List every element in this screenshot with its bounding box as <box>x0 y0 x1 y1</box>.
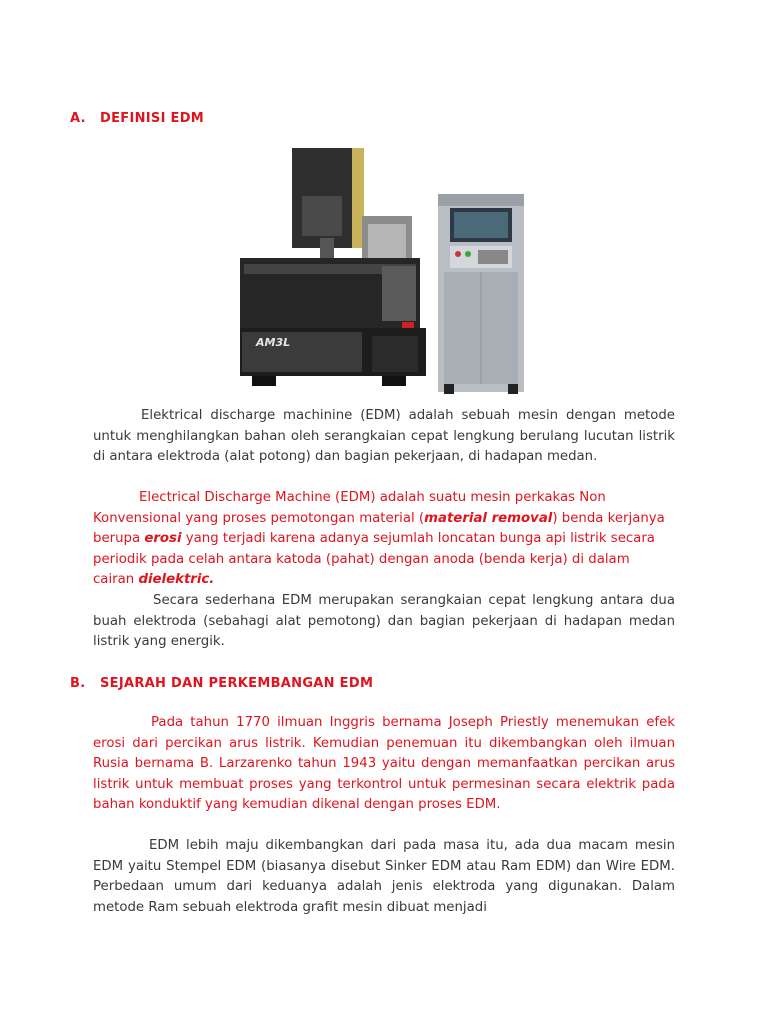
section-b-paragraph-2-text: EDM lebih maju dikembangkan dari pada masa itu, ada dua macam mesin EDM yaitu Stempel EDM (biasanya disebut Sinker EDM atau Ram EDM) dan Wire EDM. Perbedaan umum dari keduanya adalah jenis elektroda yang digunakan. Dalam metode Ram sebuah elektroda grafit mesin dibuat menjadi <box>93 838 675 915</box>
section-a-paragraph-3-text: Secara sederhana EDM merupakan serangkaian cepat lengkung antara dua buah elektroda (sebahagi alat pemotong) dan bagian pekerjaan di hadapan medan listrik yang energik. <box>93 593 675 649</box>
section-a-paragraph-2 <box>93 488 675 591</box>
para2-text-c: yang terjadi karena adanya sejumlah loncatan bunga api listrik secara periodik pada celah antara katoda (pahat) dengan anoda (benda kerja) di dalam cairan <box>93 531 655 587</box>
para2-emphasis-erosi: erosi <box>144 531 182 546</box>
section-b-number: B. <box>70 676 86 691</box>
section-a-paragraph-1-text: Elektrical discharge machinine (EDM) adalah sebuah mesin dengan metode untuk menghilangkan bahan oleh serangkaian cepat lengkung berulang lucutan listrik di antara elektroda (alat potong) dan bagian pekerjaan, di hadapan medan. <box>93 408 675 464</box>
section-b-paragraph-1 <box>93 713 675 816</box>
section-a-heading <box>70 111 204 126</box>
section-b-paragraph-1-text: Pada tahun 1770 ilmuan Inggris bernama Joseph Priestly menemukan efek erosi dari percikan arus listrik. Kemudian penemuan itu dikembangkan oleh ilmuan Rusia bernama B. Larzarenko tahun 1943 yaitu dengan memanfaatkan percikan arus listrik untuk membuat proses yang terkontrol untuk permesinan secara elektrik pada bahan konduktif yang kemudian dikenal dengan proses EDM. <box>93 715 675 812</box>
edm-machine-image <box>232 146 532 402</box>
para2-text-b: ) benda kerjanya berupa <box>93 510 665 546</box>
section-a-number: A. <box>70 111 86 126</box>
section-a-paragraph-1 <box>93 406 675 468</box>
para2-text-a: Electrical Discharge Machine (EDM) adalah suatu mesin perkakas Non Konvensional yang proses pemotongan material ( <box>93 490 606 526</box>
section-b-heading <box>70 676 373 691</box>
section-b-paragraph-2 <box>93 836 675 918</box>
machine-label: AM3L <box>256 336 291 349</box>
para2-emphasis-dielektric: dielektric. <box>138 572 215 587</box>
para2-emphasis-material-removal: material removal <box>424 510 553 526</box>
section-a-paragraph-3 <box>93 591 675 653</box>
section-a-title: DEFINISI EDM <box>100 111 205 126</box>
section-b-title: SEJARAH DAN PERKEMBANGAN EDM <box>100 676 374 691</box>
